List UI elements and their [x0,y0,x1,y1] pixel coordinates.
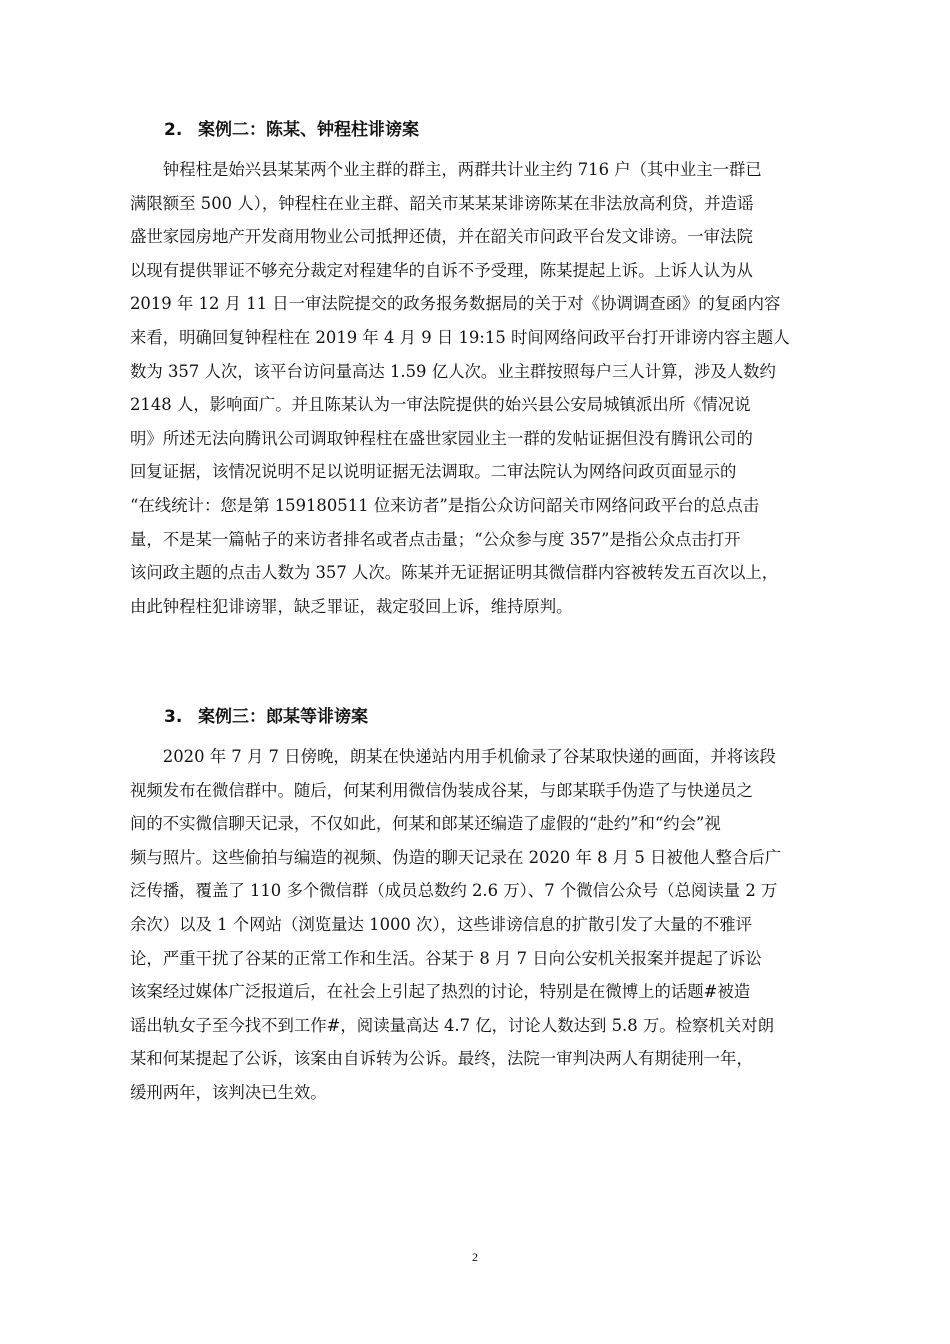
page-number: 2 [472,1250,478,1264]
text-line: 缓刑两年，该判决已生效。 [130,1082,327,1102]
text-line: 余次）以及 1 个网站（浏览量达 1000 次），这些诽谤信息的扩散引发了大量的不雅评 [130,914,753,934]
text-line: 该案经过媒体广泛报道后，在社会上引起了热烈的讨论，特别是在微博上的话题#被造 [130,982,751,1002]
text-line: 量，不是某一篇帖子的来访者排名或者点击量；“公众参与度 357”是指公众点击打开 [130,529,741,549]
section-body-3 [130,740,872,1110]
section-body-2 [130,153,872,623]
text-line: 该问政主题的点击人数为 357 人次。陈某并无证据证明其微信群内容被转发五百次以上， [130,563,779,583]
text-line: “在线统计：您是第 159180511 位来访者”是指公众访问韶关市网络问政平台的总点击 [130,495,760,515]
text-line: 盛世家园房地产开发商用物业公司抵押还债，并在韶关市问政平台发文诽谤。一审法院 [130,227,753,247]
text-line: 某和何某提起了公诉，该案由自诉转为公诉。最终，法院一审判决两人有期徒刑一年， [130,1049,753,1069]
text-line: 间的不实微信聊天记录，不仅如此，何某和郎某还编造了虚假的“赴约”和“约会”视 [130,814,721,834]
text-line: 钟程柱是始兴县某某两个业主群的群主，两群共计业主约 716 户（其中业主一群已 [130,160,762,179]
text-line: 频与照片。这些偷拍与编造的视频、伪造的聊天记录在 2020 年 8 月 5 日被他人整合后广 [130,847,782,867]
section-title: 案例三：郎某等诽谤案 [198,707,368,727]
text-line: 由此钟程柱犯诽谤罪，缺乏罪证，裁定驳回上诉，维持原判。 [130,596,573,616]
text-line: 视频发布在微信群中。随后，何某利用微信伪装成谷某，与郎某联手伪造了与快递员之 [130,780,753,800]
text-line: 以现有提供罪证不够充分裁定对程建华的自诉不予受理，陈某提起上诉。上诉人认为从 [130,260,753,280]
text-line: 2148 人，影响面广。并且陈某认为一审法院提供的始兴县公安局城镇派出所《情况说 [130,395,751,415]
section-title: 案例二：陈某、钟程柱诽谤案 [198,120,419,140]
section-number: 2. [164,120,183,140]
text-line: 明》所述无法向腾讯公司调取钟程柱在盛世家园业主一群的发帖证据但没有腾讯公司的 [130,428,753,448]
text-line: 论，严重干扰了谷某的正常工作和生活。谷某于 8 月 7 日向公安机关报案并提起了诉讼 [130,948,762,968]
text-line: 2019 年 12 月 11 日一审法院提交的政务报务数据局的关于对《协调调查函》的复函内容 [130,294,781,314]
text-line: 来看，明确回复钟程柱在 2019 年 4 月 9 日 19:15 时间网络问政平台打开诽谤内容主题人 [130,327,790,347]
text-line: 泛传播，覆盖了 110 多个微信群（成员总数约 2.6 万）、7 个微信公众号（总阅读量 2 万 [130,881,778,901]
text-line: 谣出轨女子至今找不到工作#，阅读量高达 4.7 亿，讨论人数达到 5.8 万。检察机关对朗 [130,1015,774,1035]
text-line: 回复证据，该情况说明不足以说明证据无法调取。二审法院认为网络问政页面显示的 [130,462,737,482]
text-line: 数为 357 人次，该平台访问量高达 1.59 亿人次。业主群按照每户三人计算，涉及人数约 [130,361,776,381]
section-number: 3. [164,707,183,727]
section-heading-3 [164,705,864,729]
text-line: 满限额至 500 人），钟程柱在业主群、韶关市某某某诽谤陈某在非法放高利贷，并造谣 [130,193,754,213]
text-line: 2020 年 7 月 7 日傍晚，朗某在快递站内用手机偷录了谷某取快递的画面，并将该段 [130,747,776,766]
section-heading-2 [164,118,864,142]
